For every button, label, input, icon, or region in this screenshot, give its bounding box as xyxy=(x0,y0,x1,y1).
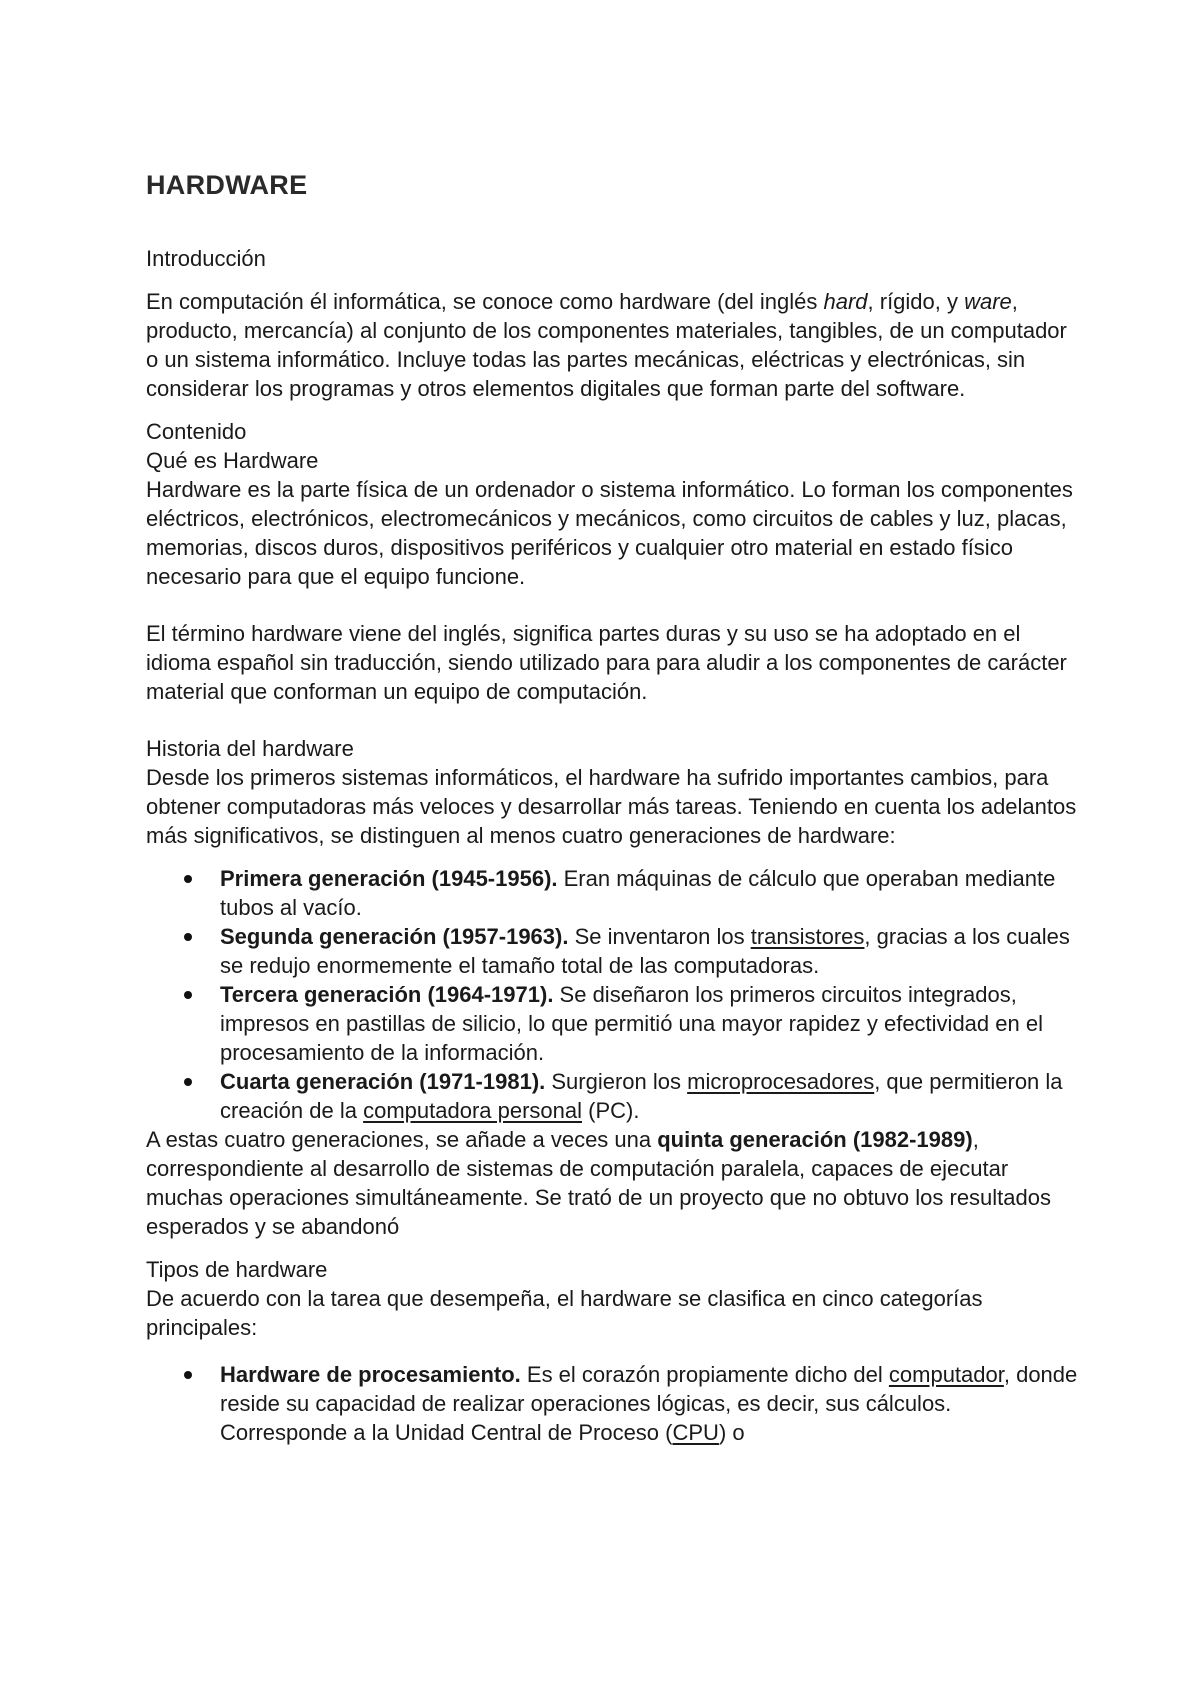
intro-paragraph xyxy=(146,287,1080,403)
intro-text-2: , rígido, y xyxy=(867,289,965,314)
transistores-link[interactable]: transistores xyxy=(750,924,865,949)
que-es-paragraph-2: El término hardware viene del inglés, significa partes duras y su uso se ha adoptado en el idioma español sin traducción, siendo utilizado para para aludir a los componentes de carácter material que conforman un equipo de computación. xyxy=(146,621,1067,704)
item-text: , gracias a los cuales se redujo enormemente el tamaño total de las computadoras. xyxy=(220,924,1070,978)
historia-paragraph: Desde los primeros sistemas informáticos, el hardware ha sufrido importantes cambios, para obtener computadoras más veloces y desarrollar más tareas. Teniendo en cuenta los adelantos más significativos, se distinguen al menos cuatro generaciones de hardware: xyxy=(146,765,1077,848)
cpu-link[interactable]: CPU xyxy=(672,1420,719,1445)
item-text: , que permitieron la creación de la xyxy=(220,1069,1063,1123)
que-es-paragraph-1: Hardware es la parte física de un ordenador o sistema informático. Lo forman los componentes eléctricos, electrónicos, electromecánicos y mecánicos, como circuitos de cables y luz, placas, memorias, discos duros, dispositivos periféricos y cualquier otro material en estado físico necesario para que el equipo funcione. xyxy=(146,477,1073,589)
tipos-list xyxy=(146,1360,1080,1447)
quinta-text-1: A estas cuatro generaciones, se añade a veces una xyxy=(146,1127,658,1152)
item-bold: Hardware de procesamiento. xyxy=(220,1362,521,1387)
historia-heading: Historia del hardware xyxy=(146,736,354,761)
contenido-heading: Contenido xyxy=(146,419,247,444)
quinta-text-2: , correspondiente al desarrollo de sistemas de computación paralela, capaces de ejecutar muchas operaciones simultáneamente. Se trató de un proyecto que no obtuvo los resultados esperados y se abandonó xyxy=(146,1127,1051,1239)
intro-term-ware: ware xyxy=(964,289,1012,314)
microprocesadores-link[interactable]: microprocesadores xyxy=(687,1069,875,1094)
item-bold: Segunda generación (1957-1963). xyxy=(220,924,569,949)
intro-heading: Introducción xyxy=(146,246,266,271)
item-text: Eran máquinas de cálculo que operaban mediante tubos al vacío. xyxy=(220,866,1056,920)
quinta-paragraph xyxy=(146,1125,1080,1241)
item-text: Surgieron los xyxy=(545,1069,688,1094)
item-bold: Tercera generación (1964-1971). xyxy=(220,982,554,1007)
item-text: ) o xyxy=(718,1420,745,1445)
list-item xyxy=(146,1360,1080,1447)
list-item xyxy=(146,864,1080,922)
document-title: HARDWARE xyxy=(146,170,308,200)
computadora-personal-link[interactable]: computadora personal xyxy=(363,1098,583,1123)
intro-text-3: , producto, mercancía) al conjunto de los componentes materiales, tangibles, de un computador o un sistema informático. Incluye todas las partes mecánicas, eléctricas y electrónicas, sin considerar los programas y otros elementos digitales que forman parte del software. xyxy=(146,289,1067,401)
generaciones-list xyxy=(146,864,1080,1125)
list-item xyxy=(146,922,1080,980)
item-text: , donde reside su capacidad de realizar operaciones lógicas, es decir, sus cálculos. Corresponde a la Unidad Central de Proceso ( xyxy=(220,1362,1078,1445)
item-bold: Cuarta generación (1971-1981). xyxy=(220,1069,546,1094)
que-es-heading: Qué es Hardware xyxy=(146,448,319,473)
item-text: Es el corazón propiamente dicho del xyxy=(520,1362,889,1387)
item-text: (PC). xyxy=(582,1098,640,1123)
item-text: Se inventaron los xyxy=(568,924,751,949)
list-item xyxy=(146,980,1080,1067)
quinta-bold: quinta generación (1982-1989) xyxy=(657,1127,973,1152)
computador-link[interactable]: computador xyxy=(888,1362,1004,1387)
intro-text-1: En computación él informática, se conoce como hardware (del inglés xyxy=(146,289,824,314)
list-item xyxy=(146,1067,1080,1125)
item-text: Se diseñaron los primeros circuitos integrados, impresos en pastillas de silicio, lo que permitió una mayor rapidez y efectividad en el procesamiento de la información. xyxy=(220,982,1043,1065)
tipos-paragraph: De acuerdo con la tarea que desempeña, el hardware se clasifica en cinco categorías principales: xyxy=(146,1286,983,1340)
item-bold: Primera generación (1945-1956). xyxy=(220,866,558,891)
tipos-heading: Tipos de hardware xyxy=(146,1257,328,1282)
intro-term-hard: hard xyxy=(823,289,868,314)
